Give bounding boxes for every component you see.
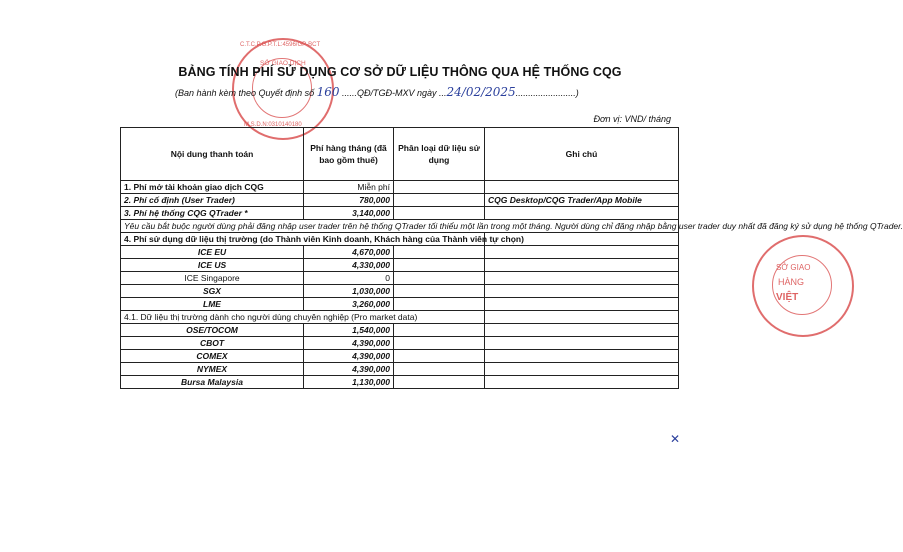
table-row — [121, 246, 679, 259]
row-data-type — [394, 194, 485, 207]
row-note — [485, 298, 679, 311]
market-fee: 3,260,000 — [304, 298, 394, 311]
row-data-type — [394, 207, 485, 220]
table-row — [121, 324, 679, 337]
table-row — [121, 363, 679, 376]
row-data-type — [394, 259, 485, 272]
row-note — [485, 350, 679, 363]
market-fee: 4,390,000 — [304, 337, 394, 350]
table-row — [121, 259, 679, 272]
row-note — [485, 207, 679, 220]
market-name: Bursa Malaysia — [121, 376, 304, 389]
market-name: ICE US — [121, 259, 304, 272]
row-data-type — [394, 363, 485, 376]
market-name: COMEX — [121, 350, 304, 363]
section-4-label: 4. Phí sử dụng dữ liệu thị trường (do Thành viên Kinh doanh, Khách hàng của Thành viên tự chọn) — [121, 233, 485, 246]
row-note — [485, 363, 679, 376]
table-row — [121, 350, 679, 363]
market-fee: 1,130,000 — [304, 376, 394, 389]
market-name: OSE/TOCOM — [121, 324, 304, 337]
row-note: CQG Desktop/CQG Trader/App Mobile — [485, 194, 679, 207]
section-4-1-label: 4.1. Dữ liệu thị trường dành cho người dùng chuyên nghiệp (Pro market data) — [121, 311, 485, 324]
table-row — [121, 285, 679, 298]
row-data-type — [394, 246, 485, 259]
section-row — [121, 311, 679, 324]
table-row — [121, 207, 679, 220]
seal-text-line1: SỞ GIAO — [776, 263, 811, 272]
row-note — [485, 181, 679, 194]
row-note — [485, 324, 679, 337]
market-name: LME — [121, 298, 304, 311]
document-title: BẢNG TÍNH PHÍ SỬ DỤNG CƠ SỞ DỮ LIỆU THÔNG QUA HỆ THỐNG CQG — [178, 65, 622, 79]
market-name: CBOT — [121, 337, 304, 350]
header-notes: Ghi chú — [485, 128, 679, 181]
unit-label: Đơn vị: VND/ tháng — [593, 114, 671, 124]
row-data-type — [394, 376, 485, 389]
market-fee: 4,670,000 — [304, 246, 394, 259]
row-note — [485, 246, 679, 259]
handwritten-check-mark: ✕ — [670, 432, 681, 446]
header-content: Nội dung thanh toán — [121, 128, 304, 181]
row-label: 3. Phí hệ thống CQG QTrader * — [121, 207, 304, 220]
seal-text-bottom: M.S.D.N:0310140180 — [244, 122, 302, 128]
market-name: ICE EU — [121, 246, 304, 259]
table-header-row — [121, 128, 679, 181]
row-fee: 780,000 — [304, 194, 394, 207]
table-row — [121, 194, 679, 207]
row-fee: Miễn phí — [304, 181, 394, 194]
row-note — [485, 285, 679, 298]
market-fee: 4,330,000 — [304, 259, 394, 272]
subtitle-suffix: ........................) — [515, 88, 579, 98]
market-name: ICE Singapore — [121, 272, 304, 285]
decision-number: 160 — [316, 85, 340, 99]
row-data-type — [394, 337, 485, 350]
market-fee: 1,030,000 — [304, 285, 394, 298]
table-row — [121, 337, 679, 350]
company-seal-right — [752, 235, 854, 337]
table-row — [121, 298, 679, 311]
seal-text-line3: VIỆT — [776, 292, 799, 303]
market-name: SGX — [121, 285, 304, 298]
section-row — [121, 233, 679, 246]
row-label: 2. Phí cố định (User Trader) — [121, 194, 304, 207]
market-fee: 4,390,000 — [304, 350, 394, 363]
row-data-type — [394, 298, 485, 311]
row-data-type — [394, 324, 485, 337]
market-fee: 1,540,000 — [304, 324, 394, 337]
table-row — [121, 181, 679, 194]
seal-text-center: SỞ GIAO DỊCH — [260, 60, 306, 67]
seal-text-top: C.T.C.P.G.P.T.L:4596/GP-BCT — [240, 42, 321, 48]
market-name: NYMEX — [121, 363, 304, 376]
table-row — [121, 220, 679, 233]
header-monthly-fee: Phí hàng tháng (đã bao gồm thuế) — [304, 128, 394, 181]
row-note — [485, 259, 679, 272]
row-label: 1. Phí mở tài khoản giao dịch CQG — [121, 181, 304, 194]
subtitle-middle: ......QĐ/TGĐ-MXV ngày ... — [339, 88, 447, 98]
document-subtitle — [175, 85, 579, 99]
row-data-type — [394, 350, 485, 363]
row-data-type — [394, 272, 485, 285]
table-row — [121, 272, 679, 285]
row-note — [485, 337, 679, 350]
market-fee: 0 — [304, 272, 394, 285]
table-row — [121, 376, 679, 389]
row-note — [485, 376, 679, 389]
header-data-type: Phân loại dữ liệu sử dụng — [394, 128, 485, 181]
qtrader-requirement-note: Yêu cầu bắt buộc người dùng phải đăng nhập user trader trên hệ thống QTrader tối thiểu một lần trong một tháng. Người dùng chỉ đăng nhập bằng user trader duy nhất đã đăng ký sử dụng hệ thống QTrader. — [121, 220, 679, 233]
row-note — [485, 311, 679, 324]
decision-date: 24/02/2025 — [446, 85, 516, 99]
seal-text-line2: HÀNG — [778, 277, 805, 287]
row-fee: 3,140,000 — [304, 207, 394, 220]
row-data-type — [394, 181, 485, 194]
row-data-type — [394, 285, 485, 298]
market-fee: 4,390,000 — [304, 363, 394, 376]
subtitle-prefix: (Ban hành kèm theo Quyết định số — [175, 88, 317, 98]
row-note — [485, 272, 679, 285]
